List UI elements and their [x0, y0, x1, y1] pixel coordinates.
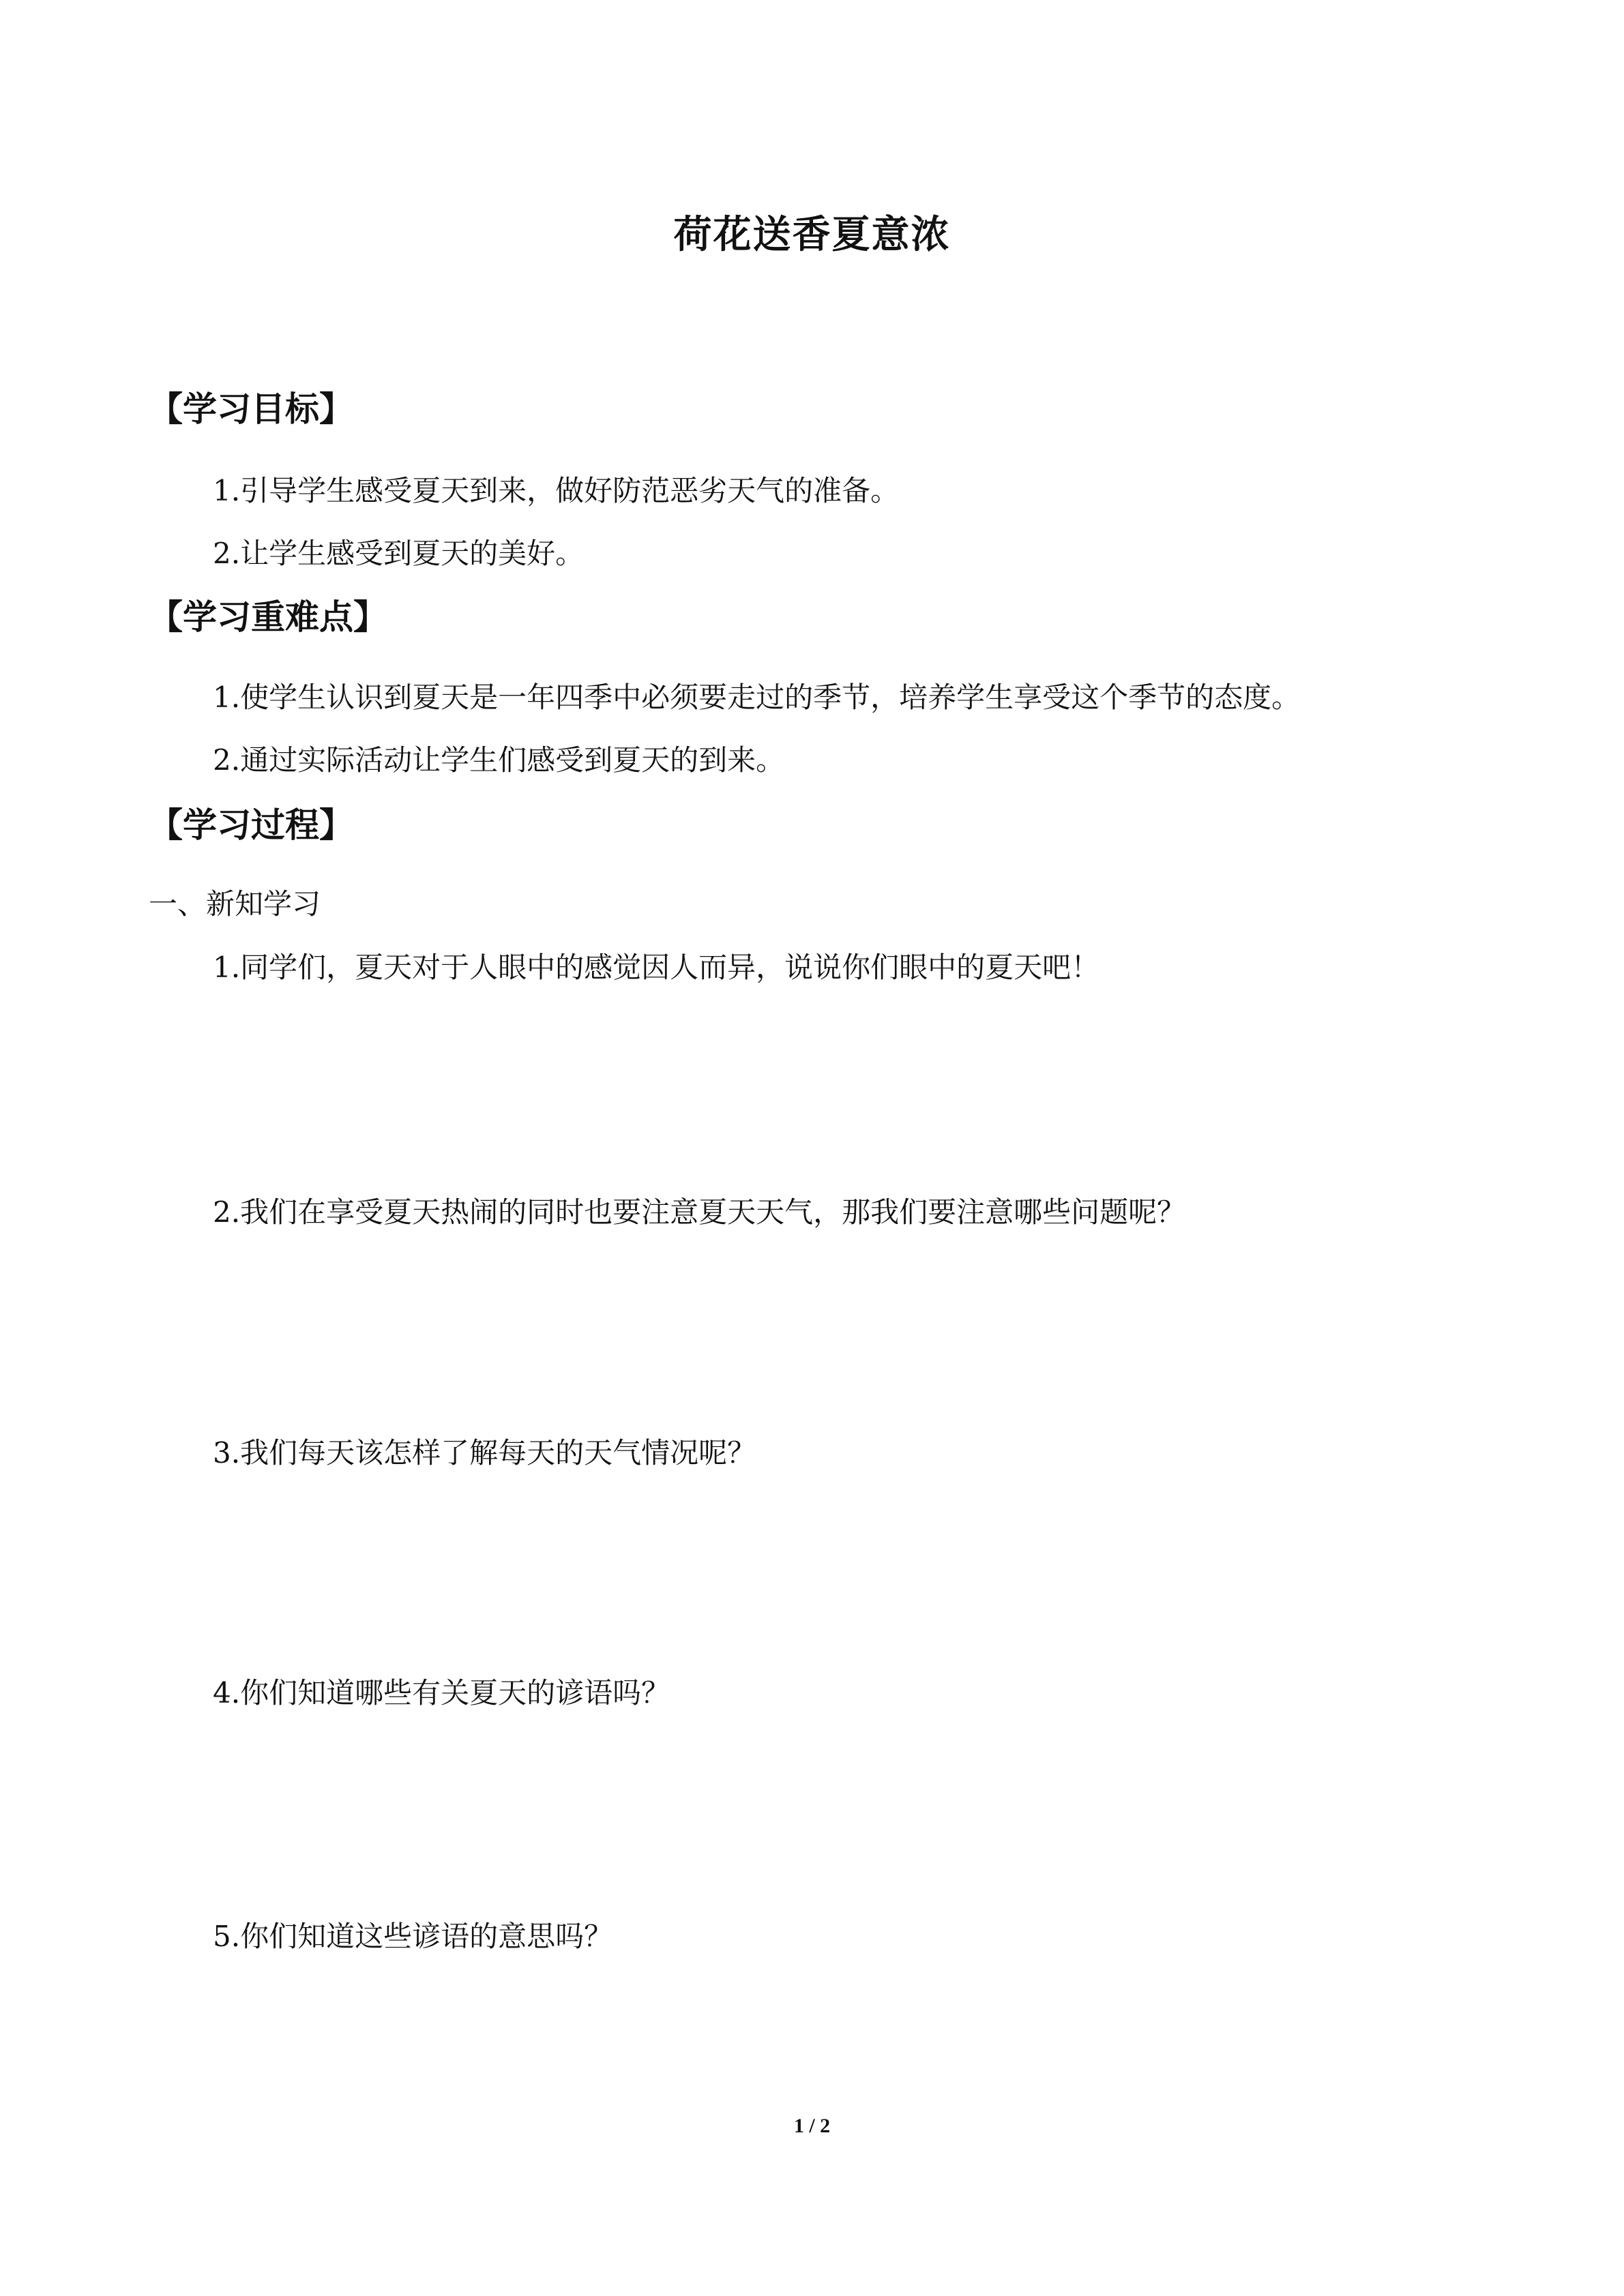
question-item: 3.我们每天该怎样了解每天的天气情况呢？ — [213, 1436, 756, 1470]
section-heading-process: 【学习过程】 — [149, 805, 353, 845]
key-point-item: 2.通过实际活动让学生们感受到夏天的到来。 — [213, 743, 785, 777]
objective-item: 2.让学生感受到夏天的美好。 — [213, 537, 585, 570]
question-item: 5.你们知道这些谚语的意思吗？ — [213, 1920, 613, 1953]
section-heading-objectives: 【学习目标】 — [149, 389, 353, 429]
page-number: 1 / 2 — [793, 2115, 831, 2137]
question-item: 4.你们知道哪些有关夏天的谚语吗？ — [213, 1676, 670, 1710]
process-subheading: 一、新知学习 — [149, 887, 321, 921]
page-title: 荷花送香夏意浓 — [673, 213, 951, 257]
key-point-item: 1.使学生认识到夏天是一年四季中必须要走过的季节，培养学生享受这个季节的态度。 — [213, 681, 1301, 714]
question-item: 1.同学们，夏天对于人眼中的感觉因人而异，说说你们眼中的夏天吧！ — [213, 951, 1100, 984]
section-heading-key-points: 【学习重难点】 — [149, 597, 387, 637]
question-item: 2.我们在享受夏天热闹的同时也要注意夏天天气，那我们要注意哪些问题呢？ — [213, 1195, 1186, 1229]
objective-item: 1.引导学生感受夏天到来，做好防范恶劣天气的准备。 — [213, 474, 900, 507]
